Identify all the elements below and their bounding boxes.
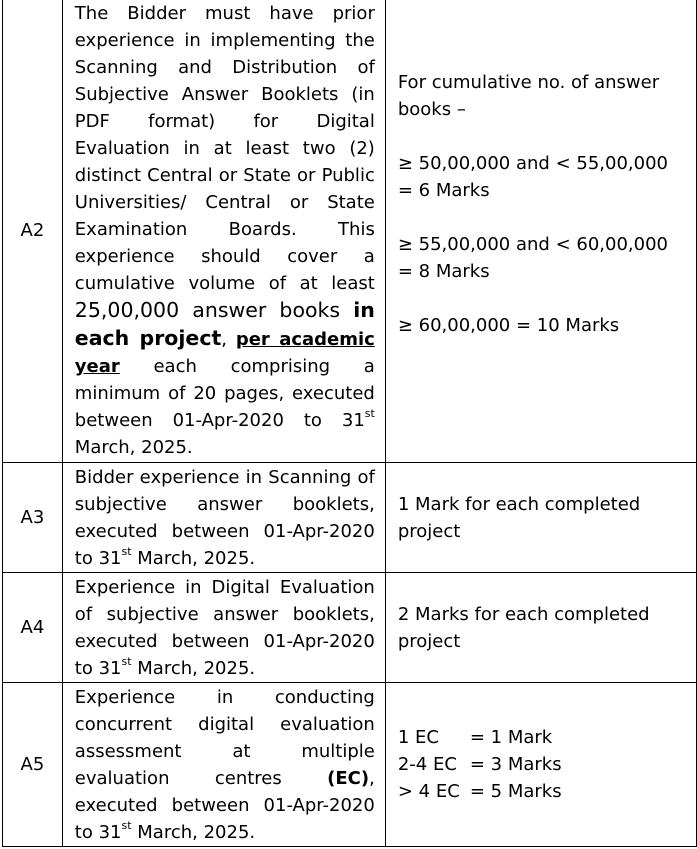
ec-count: 1 EC: [397, 727, 439, 748]
ec-marks: = 1 Mark: [469, 727, 553, 748]
marks-tier: ≥ 60,00,000 = 10 Marks: [397, 314, 620, 336]
marks-tier: [398, 778, 686, 805]
criterion-text-part: Experience in conducting concurrent digital evaluation assessment at multiple evaluation centres: [74, 686, 375, 789]
criterion-text-part: March, 2025.: [131, 821, 256, 843]
criterion-text-part: ,: [221, 329, 236, 350]
criterion-underline: per academic year: [74, 329, 375, 377]
ec-count: > 4 EC: [397, 781, 460, 802]
ec-marks: = 3 Marks: [469, 754, 562, 775]
criterion-id: A5: [3, 683, 63, 847]
criterion-text-part: The Bidder must have prior experience in implementing the Scanning and Distribution of Subjective Answer Booklets (in PDF format) for Digital Evaluation in at least two (2) distinct Central or State or Public Universities/ Central or State Examination Boards. This experience should cover a cumulative volume of at least: [74, 3, 375, 294]
criterion-id: A4: [3, 573, 63, 683]
criterion-text: [62, 463, 385, 573]
table-row: [3, 683, 697, 847]
criterion-id: A3: [3, 463, 63, 573]
table-row: [3, 463, 697, 573]
marks-tier: [398, 751, 686, 778]
criterion-text: [62, 573, 385, 683]
criterion-emphasis: (EC): [327, 767, 370, 789]
marks-intro: For cumulative no. of answer books –: [397, 71, 660, 120]
marks-tier: [398, 724, 686, 751]
criterion-emphasis: in each project: [74, 298, 375, 350]
marks-cell: [385, 683, 696, 847]
ec-count: 2-4 EC: [397, 754, 457, 775]
marks-text: 1 Mark for each completed project: [397, 493, 641, 542]
criterion-text-part: March, 2025.: [74, 437, 193, 458]
ordinal-suffix: st: [121, 654, 132, 668]
marks-tier: ≥ 55,00,000 and < 60,00,000 = 8 Marks: [397, 233, 668, 282]
marks-cell: [385, 573, 696, 683]
criterion-text-part: each comprising a minimum of 20 pages, executed between 01-Apr-2020 to 31: [74, 356, 375, 431]
criterion-volume: 25,00,000 answer books: [74, 298, 354, 322]
marks-cell: [385, 463, 696, 573]
criterion-text-part: March, 2025.: [131, 547, 256, 569]
table-row: [3, 0, 697, 463]
marks-tier: ≥ 50,00,000 and < 55,00,000 = 6 Marks: [397, 152, 668, 201]
ordinal-suffix: st: [121, 544, 132, 558]
criterion-text-part: , executed between 01-Apr-2020 to 31: [74, 767, 375, 843]
ec-marks: = 5 Marks: [469, 781, 562, 802]
criterion-text-part: Bidder experience in Scanning of subjective answer booklets, executed between 01-Apr-2020 to 31: [74, 466, 375, 569]
criterion-text: [62, 683, 385, 847]
criterion-id: A2: [3, 0, 63, 463]
evaluation-criteria-table: [2, 0, 697, 847]
table-row: [3, 573, 697, 683]
criterion-text-part: Experience in Digital Evaluation of subjective answer booklets, executed between 01-Apr-2020 to 31: [74, 576, 375, 679]
marks-text: 2 Marks for each completed project: [397, 603, 650, 652]
marks-cell: [385, 0, 696, 463]
ordinal-suffix: st: [121, 818, 132, 832]
criterion-text: [62, 0, 385, 463]
criterion-text-part: March, 2025.: [131, 657, 256, 679]
ordinal-suffix: st: [364, 407, 375, 420]
